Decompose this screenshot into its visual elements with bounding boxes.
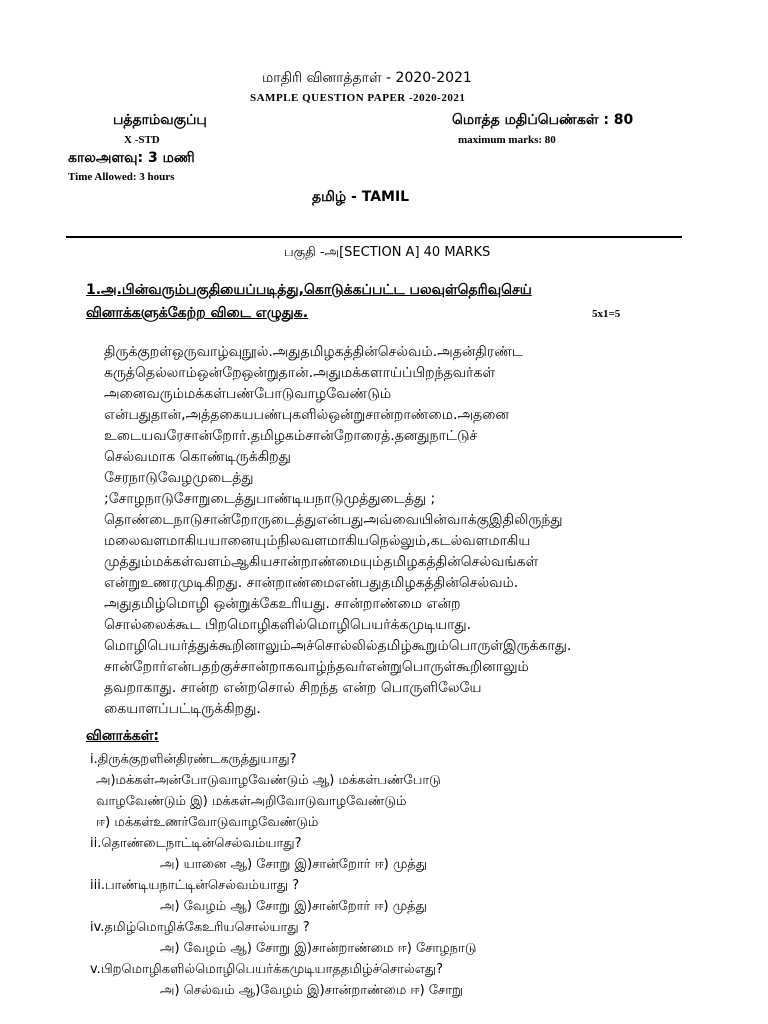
question1-instruction-line2: வினாக்களுக்கேற்ற விடை எழுதுக. — [86, 305, 309, 321]
total-marks-tamil: மொத்த மதிப்பெண்கள் : 80 — [452, 112, 634, 128]
passage-line: மொழிபெயர்த்துக்கூறினாலும்அச்சொல்லில்தமிழ்கூறும்பொருள்இருக்காது. — [104, 638, 572, 654]
passage-line: செல்வமாக கொண்டிருக்கிறது — [104, 449, 291, 465]
question-options: அ) வேழம் ஆ) சோறு இ)சான்றோர் ஈ) முத்து — [160, 899, 427, 914]
subject-title: தமிழ் - TAMIL — [312, 189, 410, 205]
question-options: அ) வேழம் ஆ) சோறு இ)சான்றாண்மை ஈ) சோழநாடு — [160, 941, 477, 956]
passage-line: உடையவரேசான்றோர்.தமிழகம்சான்றோரைத்.தனதுநாட்டுச் — [104, 428, 478, 444]
question-options: அ)மக்கள்அன்போடுவாழவேண்டும் ஆ) மக்கள்பண்போடு — [96, 773, 441, 788]
question-options: வாழவேண்டும் இ) மக்கள்அறிவோடுவாழவேண்டும் — [96, 794, 407, 809]
question1-instruction-line1: 1.அ.பின்வரும்பகுதியைப்படித்து,கொடுக்கப்பட்ட பலவுள்தெரிவுசெய் — [86, 282, 532, 298]
question1-marks: 5x1=5 — [592, 308, 621, 320]
title-tamil: மாதிரி வினாத்தாள் - 2020-2021 — [262, 70, 472, 86]
time-english: Time Allowed: 3 hours — [68, 171, 175, 183]
class-tamil: பத்தாம்வகுப்பு — [113, 112, 207, 128]
question-options: அ) யானை ஆ) சோறு இ)சான்றோர் ஈ) முத்து — [160, 857, 428, 872]
questions-heading: வினாக்கள்: — [86, 728, 159, 744]
passage-line: என்பதுதான்,அத்தகையபண்புகளில்ஒன்றுசான்றாண்மை.அதனை — [104, 407, 510, 423]
divider-line — [66, 236, 682, 238]
title-english: SAMPLE QUESTION PAPER -2020-2021 — [250, 92, 466, 104]
question-text: v.பிறமொழிகளில்மொழிபெயர்க்கமுடியாததமிழ்ச்சொல்எது? — [90, 962, 444, 977]
class-english: X -STD — [124, 134, 160, 146]
question-text: iii.பாண்டியநாட்டின்செல்வம்யாது ? — [90, 878, 300, 893]
time-tamil: காலஅளவு: 3 மணி — [68, 150, 195, 166]
passage-line: சொல்லைக்கூட பிறமொழிகளில்மொழிபெயர்க்கமுடியாது. — [104, 617, 472, 633]
passage-line: சேரநாடுவேழமுடைத்து — [104, 470, 254, 486]
passage-line: கருத்தெல்லாம்ஒன்றேஒன்றுதான்.அதுமக்களாய்ப்பிறந்தவர்கள் — [104, 365, 496, 381]
passage-line: அதுதமிழ்மொழி ஒன்றுக்கேஉரியது. சான்றாண்மை என்ற — [104, 596, 461, 612]
question-options: ஈ) மக்கள்உணர்வோடுவாழவேண்டும் — [96, 815, 319, 830]
passage-line: திருக்குறள்ஒருவாழ்வுநூல்.அதுதமிழகத்தின்செல்வம்.அதன்திரண்ட — [104, 344, 524, 360]
question-text: ii.தொண்டைநாட்டின்செல்வம்யாது? — [90, 836, 302, 851]
passage-line: தொண்டைநாடுசான்றோருடைத்துஎன்பதுஅவ்வையின்வாக்குஇதிலிருந்து — [104, 512, 563, 528]
passage-line: கையாளப்பட்டிருக்கிறது. — [104, 701, 261, 717]
passage-line: என்றுஉணரமுடிகிறது. சான்றாண்மைஎன்பதுதமிழகத்தின்செல்வம். — [104, 575, 519, 591]
passage-line: அனைவரும்மக்கள்பண்போடுவாழவேண்டும் — [104, 386, 392, 402]
passage-line: தவறாகாது. சான்ற என்றசொல் சிறந்த என்ற பொருளிலேயே — [104, 680, 482, 696]
passage-line: மலைவளமாகியயானையும்நிலவளமாகியநெல்லும்,கடல்வளமாகிய — [104, 533, 531, 549]
passage-line: முத்தும்மக்கள்வளம்ஆகியசான்றாண்மையும்தமிழகத்தின்செல்வங்கள் — [104, 554, 539, 570]
total-marks-english: maximum marks: 80 — [458, 134, 556, 146]
passage-line: சான்றோர்என்பதற்குச்சான்றாகவாழ்ந்தவர்என்றுபொருள்கூறினாலும் — [104, 659, 529, 675]
passage-line: ;சோழநாடுசோறுடைத்துபாண்டியநாடுமுத்துடைத்து ; — [104, 491, 436, 507]
section-title: பகுதி -அ[SECTION A] 40 MARKS — [284, 245, 491, 260]
question-options: அ) செல்வம் ஆ)வேழம் இ)சான்றாண்மை ஈ) சோறு — [160, 983, 463, 998]
question-text: iv.தமிழ்மொழிக்கேஉரியசொல்யாது ? — [90, 920, 310, 935]
question-text: i.திருக்குறளின்திரண்டகருத்துயாது? — [90, 752, 297, 767]
